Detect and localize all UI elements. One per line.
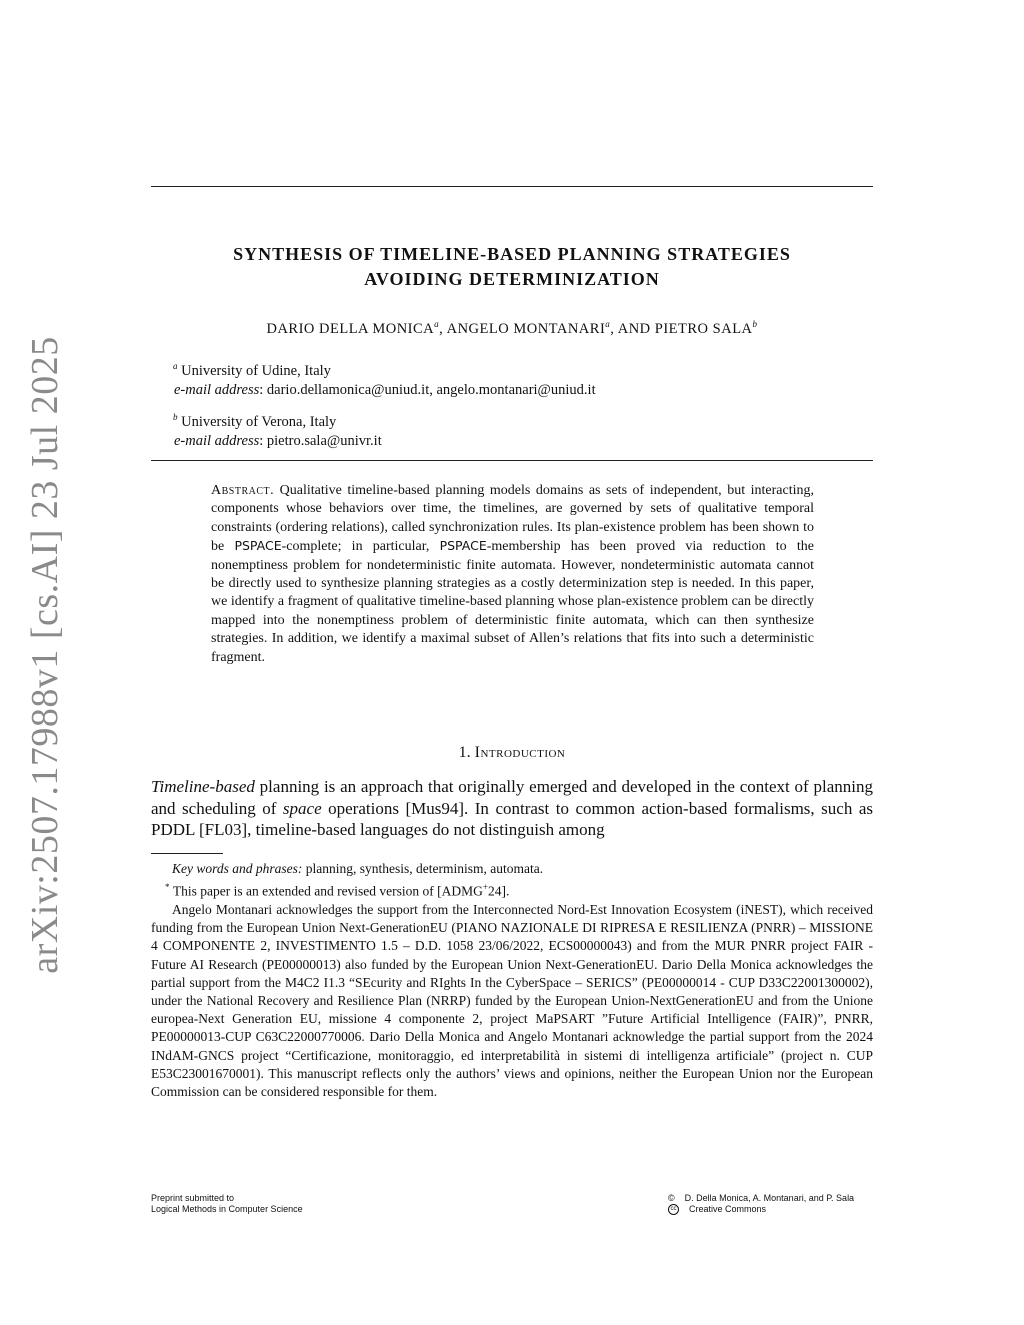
intro-text-1: planning is an approach that originally emerged and developed in the context of planning and scheduling of (151, 777, 873, 818)
affiliation-a-email: : dario.dellamonica@uniud.it, angelo.montanari@uniud.it (259, 381, 596, 398)
affiliation-b-name: University of Verona, Italy (181, 413, 337, 430)
affiliation-a (173, 357, 596, 400)
author-2-affil: a (605, 319, 611, 329)
footnotes (151, 860, 873, 1101)
author-list (151, 319, 873, 338)
affiliation-a-marker: a (173, 361, 178, 371)
affiliation-a-name: University of Udine, Italy (181, 362, 331, 379)
author-separator-2: , AND (610, 320, 655, 337)
citation-plus: + (482, 882, 488, 893)
author-2: ANGELO MONTANARI (446, 320, 606, 337)
author-3: PIETRO SALA (654, 320, 753, 337)
intro-emphasis-1: Timeline-based (151, 777, 255, 796)
abstract-text-1: Qualitative timeline-based planning models domains as sets of independent, but interacting, components whose behaviors over time, the timelines, are governed by sets of qualitative temporal constraints (ordering relations), called synchronization rules. Its plan-existence problem has been shown to be (211, 483, 814, 555)
copyright-holders: D. Della Monica, A. Montanari, and P. Sala (684, 1193, 855, 1203)
extended-version-note-end: 24]. (488, 883, 510, 899)
footnote-rule (151, 853, 223, 854)
intro-paragraph (151, 776, 873, 841)
paper-title (151, 242, 873, 292)
arxiv-identifier: arXiv:2507.17988v1 [cs.AI] 23 Jul 2025 (24, 336, 66, 974)
extended-version-note: This paper is an extended and revised version of [ADMG (172, 883, 483, 899)
abstract-text-2: -complete; in particular, (281, 539, 440, 555)
affiliation-b-email: : pietro.sala@univr.it (259, 432, 382, 449)
title-line-1: SYNTHESIS OF TIMELINE-BASED PLANNING STRATEGIES (233, 244, 791, 264)
preprint-line-1: Preprint submitted to (151, 1193, 235, 1203)
copyright-icon: © (668, 1193, 675, 1203)
affiliation-b-email-label: e-mail address (174, 432, 260, 449)
section-heading (151, 744, 873, 762)
license-name: Creative Commons (689, 1204, 767, 1214)
keywords-label: Key words and phrases: (172, 861, 303, 876)
abstract-label: Abstract. (211, 483, 275, 498)
creative-commons-icon: cc (668, 1204, 679, 1215)
keywords: planning, synthesis, determinism, automata. (302, 861, 544, 876)
title-line-2: AVOIDING DETERMINIZATION (364, 269, 660, 289)
affiliation-a-email-label: e-mail address (174, 381, 260, 398)
author-3-affil: b (752, 319, 758, 329)
affiliation-b-marker: b (173, 412, 178, 422)
intro-emphasis-2: space (282, 798, 322, 818)
author-1: DARIO DELLA MONICA (266, 320, 435, 337)
preprint-notice (151, 1193, 303, 1215)
acknowledgements: Angelo Montanari acknowledges the support from the Interconnected Nord-Est Innovation Ecosystem (iNEST), which received funding from the European Union Next-GenerationEU (PIANO NAZIONALE DI RIPRESA E RESILIENZA (PNRR) – MISSIONE 4 COMPONENTE 2, INVESTIMENTO 1.5 – D.D. 1058 23/06/2022, ECS00000043) and from the MUR PNRR project FAIR - Future AI Research (PE00000013) also funded by the European Union Next-GenerationEU. Dario Della Monica acknowledges the partial support from the M4C2 I1.3 “SEcurity and RIghts In the CyberSpace – SERICS” (PE00000014 - CUP D33C22001300002), under the National Recovery and Resilience Plan (NRRP) funded by the European Union-NextGenerationEU and from the Unione europea-Next Generation EU, missione 4 componente 2, project MaPSART ”Future Artificial Intelligence (FAIR)”, PNRR, PE00000013-CUP C63C22000770006. Dario Della Monica and Angelo Montanari acknowledge the partial support from the 2024 INdAM-GNCS project “Certificazione, monitoraggio, ed interpretabilità in sistemi di intelligenza artificiale” (project n. CUP E53C23001670001). This manuscript reflects only the authors’ views and opinions, neither the European Union nor the European Commission can be considered responsible for them. (151, 901, 873, 1099)
section-title: Introduction (474, 744, 566, 761)
copyright-notice (668, 1193, 854, 1215)
preprint-line-2: Logical Methods in Computer Science (151, 1204, 303, 1214)
abstract-text-3: -membership has been proved via reduction to the nonemptiness problem for nondeterministic finite automata. However, nondeterministic automata cannot be directly used to synthesize planning strategies as a costly determinization step is needed. In this paper, we identify a fragment of qualitative timeline-based planning whose plan-existence problem can be directly mapped into the nonemptiness problem of deterministic finite automata, which can then synthesize strategies. In addition, we identify a maximal subset of Allen’s relations that fits into such a deterministic fragment. (211, 539, 814, 665)
author-separator-1: , (439, 320, 447, 337)
intro-text-2: operations [Mus94]. In contrast to common action-based formalisms, such as PDDL [FL03], timeline-based languages do not distinguish among (151, 798, 874, 839)
pspace-term-2: PSPACE (439, 538, 487, 554)
affiliation-b (173, 408, 382, 451)
top-rule (151, 186, 873, 187)
header-bottom-rule (151, 460, 873, 461)
pspace-term-1: PSPACE (234, 538, 282, 554)
footnote-star: * (165, 882, 170, 893)
section-number: 1. (458, 744, 471, 761)
abstract (211, 482, 814, 667)
author-1-affil: a (434, 319, 440, 329)
